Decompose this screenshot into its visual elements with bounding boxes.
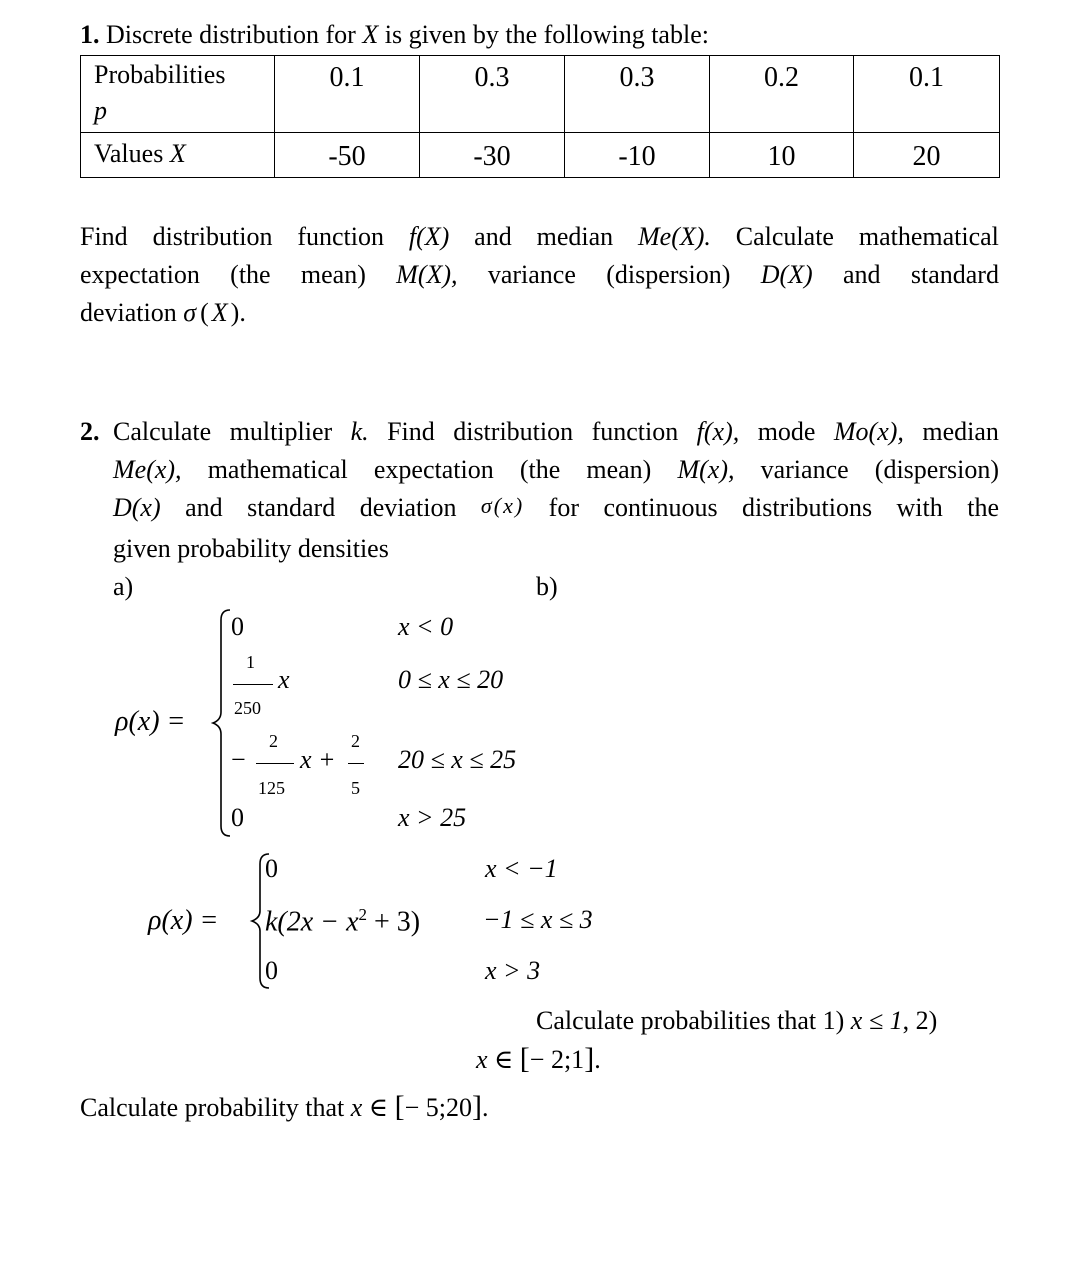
prob-value: 0.1 — [329, 62, 365, 93]
text: , 2) — [902, 1006, 938, 1035]
sigma-symbol: σ — [183, 298, 197, 327]
calc-b-line2 — [476, 1042, 601, 1076]
density-a-case1-cond: x < 0 — [398, 612, 454, 641]
values-var: X — [169, 139, 186, 168]
density-a-case3-den2: 5 — [351, 778, 360, 798]
table-cell — [710, 133, 854, 178]
word: mathematical — [207, 455, 348, 484]
x-value: -30 — [473, 141, 511, 172]
table-row-values — [81, 133, 1000, 178]
problem2-line3 — [113, 493, 999, 534]
problem1-line3 — [80, 298, 999, 336]
interval: [ — [394, 1090, 405, 1123]
word: mathematical — [858, 222, 999, 251]
problem2-line1 — [113, 417, 999, 455]
text: Calculate probability that — [80, 1093, 351, 1122]
word: mean) — [586, 455, 652, 484]
table-cell — [420, 133, 565, 178]
problem1-intro: Discrete distribution for — [106, 20, 363, 49]
word: and — [843, 260, 881, 289]
interval: ] — [471, 1090, 482, 1123]
table-row-probabilities — [81, 56, 1000, 133]
table-header-values — [81, 133, 275, 178]
paren: ( — [200, 298, 209, 327]
word: with — [896, 493, 943, 522]
density-a-case3-num1: 2 — [269, 731, 278, 751]
table-cell — [565, 56, 710, 133]
prob-label: Probabilities — [94, 60, 226, 89]
word: (the — [519, 455, 561, 484]
prob-value: 0.1 — [909, 62, 944, 93]
word: Mo(x), — [833, 417, 904, 446]
word: mean) — [300, 260, 366, 289]
word: (dispersion) — [874, 455, 999, 484]
word: deviation — [359, 493, 457, 522]
word: median — [922, 417, 999, 446]
word: Me(X). — [638, 222, 711, 251]
density-a-lhs: ρ(x) = — [115, 706, 186, 737]
density-a-case2-cond: 0 ≤ x ≤ 20 — [398, 665, 504, 694]
word: continuous — [603, 493, 718, 522]
fraction-bar — [348, 763, 364, 764]
word: standard — [910, 260, 999, 289]
prob-value: 0.3 — [619, 62, 655, 93]
density-b-lhs: ρ(x) = — [148, 905, 219, 936]
values-label-wrap — [94, 133, 274, 169]
calc-a-line — [80, 1090, 488, 1124]
word: function — [591, 417, 679, 446]
word: D(x) — [113, 493, 161, 522]
label-a: a) — [113, 572, 134, 601]
interval-text: − 2;1 — [529, 1045, 585, 1074]
density-a-case2-den: 250 — [234, 698, 261, 718]
word: Find — [80, 222, 128, 251]
period: . — [239, 298, 246, 327]
problem1-line1 — [80, 222, 999, 260]
word: D(X) — [760, 260, 813, 289]
problem1-heading — [80, 20, 709, 50]
density-b-case3-cond: x > 3 — [485, 956, 541, 985]
word: Calculate — [735, 222, 834, 251]
values-label: Values — [94, 139, 170, 168]
density-a-case3-num2: 2 — [351, 731, 360, 751]
density-a-case2-var: x — [278, 665, 290, 694]
paren: ) — [230, 298, 240, 327]
word: M(x), — [677, 455, 735, 484]
x-value: 20 — [912, 141, 941, 172]
word: Calculate — [113, 417, 212, 446]
word: function — [297, 222, 384, 251]
period: . — [481, 1093, 489, 1122]
word: and — [474, 222, 512, 251]
table-cell — [275, 56, 420, 133]
word: standard — [247, 493, 336, 522]
problem2-line2 — [113, 455, 999, 493]
problem1-line2 — [80, 260, 999, 298]
var: X — [211, 298, 228, 327]
word: mode — [757, 417, 816, 446]
fraction-bar — [256, 763, 294, 764]
word: variance — [487, 260, 576, 289]
density-b-case2-val — [265, 905, 420, 938]
table-cell — [420, 56, 565, 133]
word: multiplier — [229, 417, 333, 446]
word: and — [185, 493, 223, 522]
table-cell — [710, 56, 854, 133]
interval: [ — [519, 1042, 530, 1075]
prob-value: 0.3 — [474, 62, 510, 93]
expr-part: + 3) — [367, 906, 421, 938]
expr-part: k(2x − x — [265, 906, 359, 938]
problem2-number — [80, 417, 100, 447]
word: (dispersion) — [606, 260, 731, 289]
table-cell — [854, 133, 1000, 178]
table-header-probabilities — [81, 56, 275, 133]
word: f(X) — [408, 222, 450, 251]
density-b-case3-val: 0 — [265, 956, 278, 985]
x-value: -10 — [618, 141, 656, 172]
problem2-number-text: 2. — [80, 417, 100, 446]
problem1-intro-var: X — [362, 20, 379, 49]
calc-b-line1 — [536, 1006, 937, 1036]
table-cell — [854, 56, 1000, 133]
period: . — [594, 1045, 601, 1074]
density-a-case3-den1: 125 — [258, 778, 285, 798]
density-a-case1-val: 0 — [231, 612, 244, 641]
word: for — [548, 493, 579, 522]
word: Me(x), — [113, 455, 182, 484]
word: f(x), — [696, 417, 740, 446]
word: expectation — [373, 455, 494, 484]
word: distributions — [742, 493, 873, 522]
label-b: b) — [536, 572, 558, 601]
word: Find — [387, 417, 435, 446]
problem2-line4: given probability densities — [113, 534, 389, 563]
condition: x ≤ 1 — [850, 1006, 903, 1035]
density-b-case2-cond: −1 ≤ x ≤ 3 — [483, 905, 593, 934]
word: median — [536, 222, 614, 251]
density-a-case3-minus: − — [231, 745, 246, 774]
word: deviation — [80, 298, 184, 327]
prob-symbol: p — [94, 96, 107, 125]
interval-text: − 5;20 — [404, 1093, 472, 1122]
word: distribution — [152, 222, 273, 251]
table-cell — [565, 133, 710, 178]
word: variance — [760, 455, 849, 484]
density-a-case3-cond: 20 ≤ x ≤ 25 — [398, 745, 517, 774]
density-a-case2-num: 1 — [246, 652, 255, 672]
condition: x ∈ — [476, 1045, 514, 1074]
exponent: 2 — [358, 905, 368, 924]
word: distribution — [453, 417, 574, 446]
x-value: 10 — [767, 141, 796, 172]
word: the — [967, 493, 999, 522]
interval: ] — [584, 1042, 595, 1075]
x-value: -50 — [328, 141, 366, 172]
condition: x ∈ — [350, 1093, 389, 1122]
density-a-case3-mid: x + — [300, 745, 336, 774]
word: (the — [230, 260, 271, 289]
problem1-number: 1. — [80, 20, 100, 49]
word: k. — [350, 417, 369, 446]
density-b-case1-cond: x < −1 — [485, 854, 558, 883]
density-a-case4-cond: x > 25 — [398, 803, 467, 832]
text: Calculate probabilities that 1) — [536, 1006, 845, 1035]
table-cell — [275, 133, 420, 178]
problem1-paragraph — [80, 222, 999, 336]
prob-value: 0.2 — [764, 62, 799, 93]
problem1-intro-end: is given by the following table: — [378, 20, 709, 49]
problem2-paragraph — [113, 417, 999, 572]
brace-a — [210, 608, 232, 838]
density-a-case4-val: 0 — [231, 803, 244, 832]
density-b-case1-val: 0 — [265, 854, 278, 883]
fraction-bar — [233, 684, 273, 685]
sigma-word: σ(x) — [480, 493, 525, 518]
word: M(X), — [396, 260, 458, 289]
distribution-table — [80, 55, 1000, 178]
word: expectation — [80, 260, 200, 289]
